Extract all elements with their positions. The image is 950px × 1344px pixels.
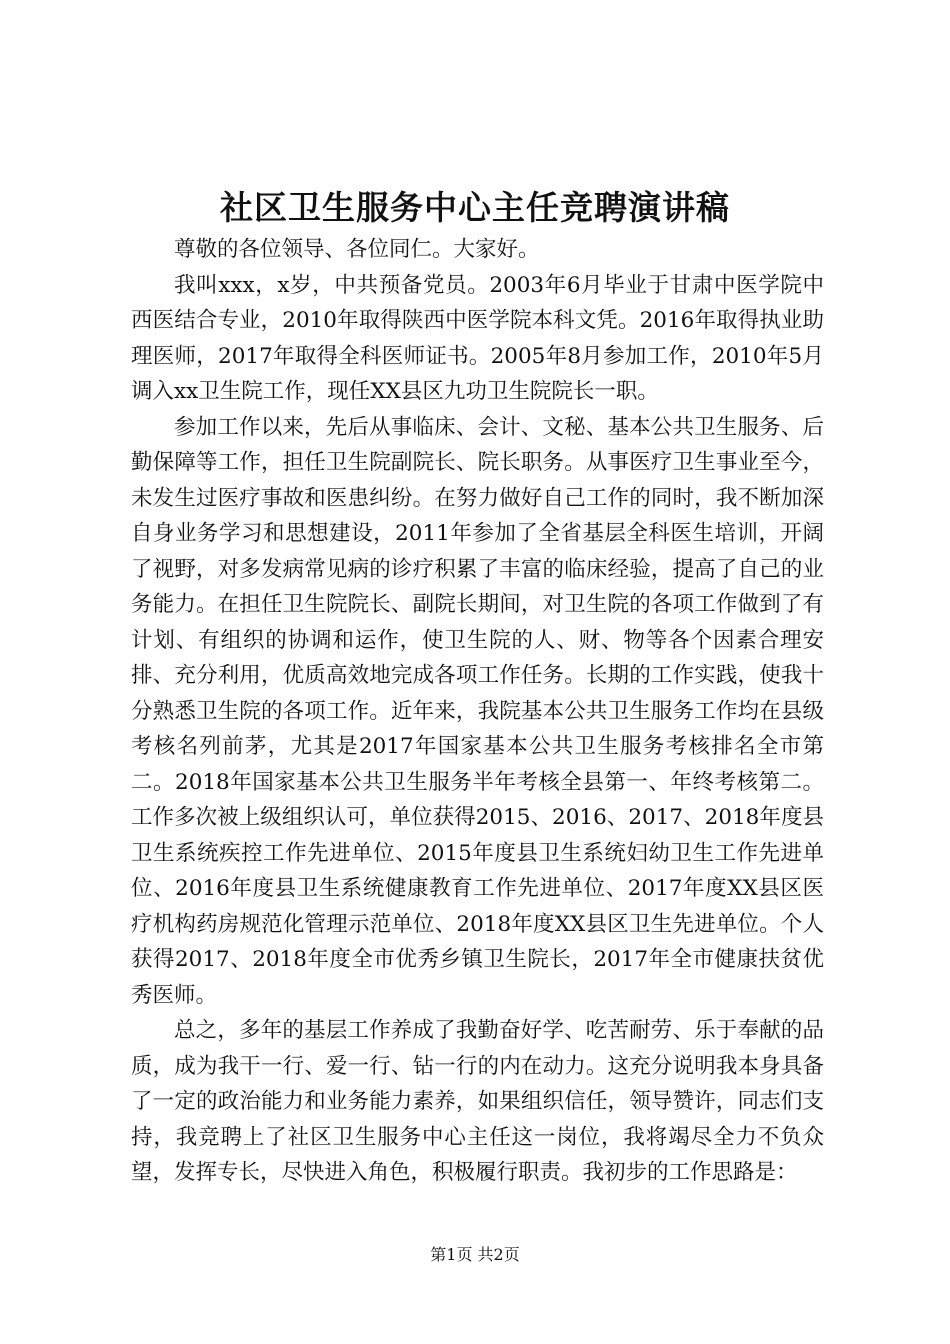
paragraph-summary: 总之，多年的基层工作养成了我勤奋好学、吃苦耐劳、乐于奉献的品质，成为我干一行、爱一行、钻一行的内在动力。这充分说明我本身具备了一定的政治能力和业务能力素养，如果组织信任，领导赞许，同志们支持，我竞聘上了社区卫生服务中心主任这一岗位，我将竭尽全力不负众望，发挥专长，尽快进入角色，积极履行职责。我初步的工作思路是： bbox=[131, 1018, 824, 1185]
document-body bbox=[131, 232, 824, 1191]
page-number-footer: 第1页 共2页 bbox=[430, 1245, 520, 1264]
document-title: 社区卫生服务中心主任竞聘演讲稿 bbox=[220, 188, 730, 227]
paragraph-introduction: 我叫xxx，x岁，中共预备党员。2003年6月毕业于甘肃中医学院中西医结合专业，2010年取得陕西中医学院本科文凭。2016年取得执业助理医师，2017年取得全科医师证书。2005年8月参加工作，2010年5月调入xx卫生院工作，现任XX县区九功卫生院院长一职。 bbox=[131, 272, 824, 404]
paragraph-work-experience: 参加工作以来，先后从事临床、会计、文秘、基本公共卫生服务、后勤保障等工作，担任卫生院副院长、院长职务。从事医疗卫生事业至今，未发生过医疗事故和医患纠纷。在努力做好自己工作的同时，我不断加深自身业务学习和思想建设，2011年参加了全省基层全科医生培训，开阔了视野，对多发病常见病的诊疗积累了丰富的临床经验，提高了自己的业务能力。在担任卫生院院长、副院长期间，对卫生院的各项工作做到了有计划、有组织的协调和运作，使卫生院的人、财、物等各个因素合理安排、充分利用，优质高效地完成各项工作任务。长期的工作实践，使我十分熟悉卫生院的各项工作。近年来，我院基本公共卫生服务工作均在县级考核名列前茅，尤其是2017年国家基本公共卫生服务考核排名全市第二。2018年国家基本公共卫生服务半年考核全县第一、年终考核第二。工作多次被上级组织认可，单位获得2015、2016、2017、2018年度县卫生系统疾控工作先进单位、2015年度县卫生系统妇幼卫生工作先进单位、2016年度县卫生系统健康教育工作先进单位、2017年度XX县区医疗机构药房规范化管理示范单位、2018年度XX县区卫生先进单位。个人获得2017、2018年度全市优秀乡镇卫生院长，2017年全市健康扶贫优秀医师。 bbox=[131, 414, 824, 1008]
paragraph-greeting: 尊敬的各位领导、各位同仁。大家好。 bbox=[174, 237, 540, 262]
